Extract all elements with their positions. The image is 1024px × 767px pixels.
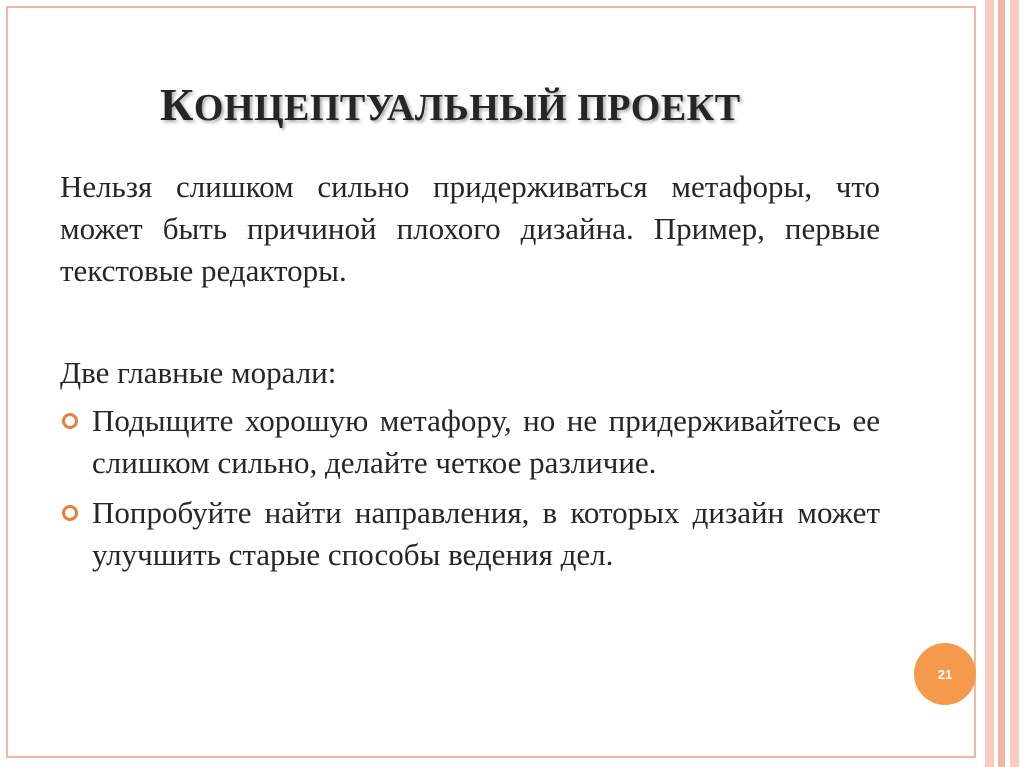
decorative-stripe bbox=[1010, 0, 1019, 767]
body-paragraph: Нельзя слишком сильно придерживаться метафоры, что может быть причиной плохого дизайна. Пример, первые текстовые редакторы. bbox=[60, 169, 880, 288]
bullet-list bbox=[60, 400, 880, 584]
ring-bullet-icon bbox=[62, 413, 78, 429]
page-number-badge: 21 bbox=[914, 643, 976, 705]
ring-bullet-icon bbox=[62, 505, 78, 521]
bullet-text: Попробуйте найти направления, в которых дизайн может улучшить старые способы ведения дел. bbox=[92, 495, 880, 572]
bullet-item bbox=[60, 492, 880, 576]
decorative-stripe bbox=[985, 0, 994, 767]
bullet-text: Подыщите хорошую метафору, но не придерживайтесь ее слишком сильно, делайте четкое различие. bbox=[92, 403, 880, 480]
slide-title bbox=[160, 78, 741, 131]
morals-heading: Две главные морали: bbox=[60, 355, 337, 390]
title-rest: ОНЦЕПТУАЛЬНЫЙ ПРОЕКТ bbox=[193, 87, 741, 129]
title-initial: К bbox=[160, 79, 194, 130]
bullet-item bbox=[60, 400, 880, 484]
decorative-stripe bbox=[998, 0, 1005, 767]
